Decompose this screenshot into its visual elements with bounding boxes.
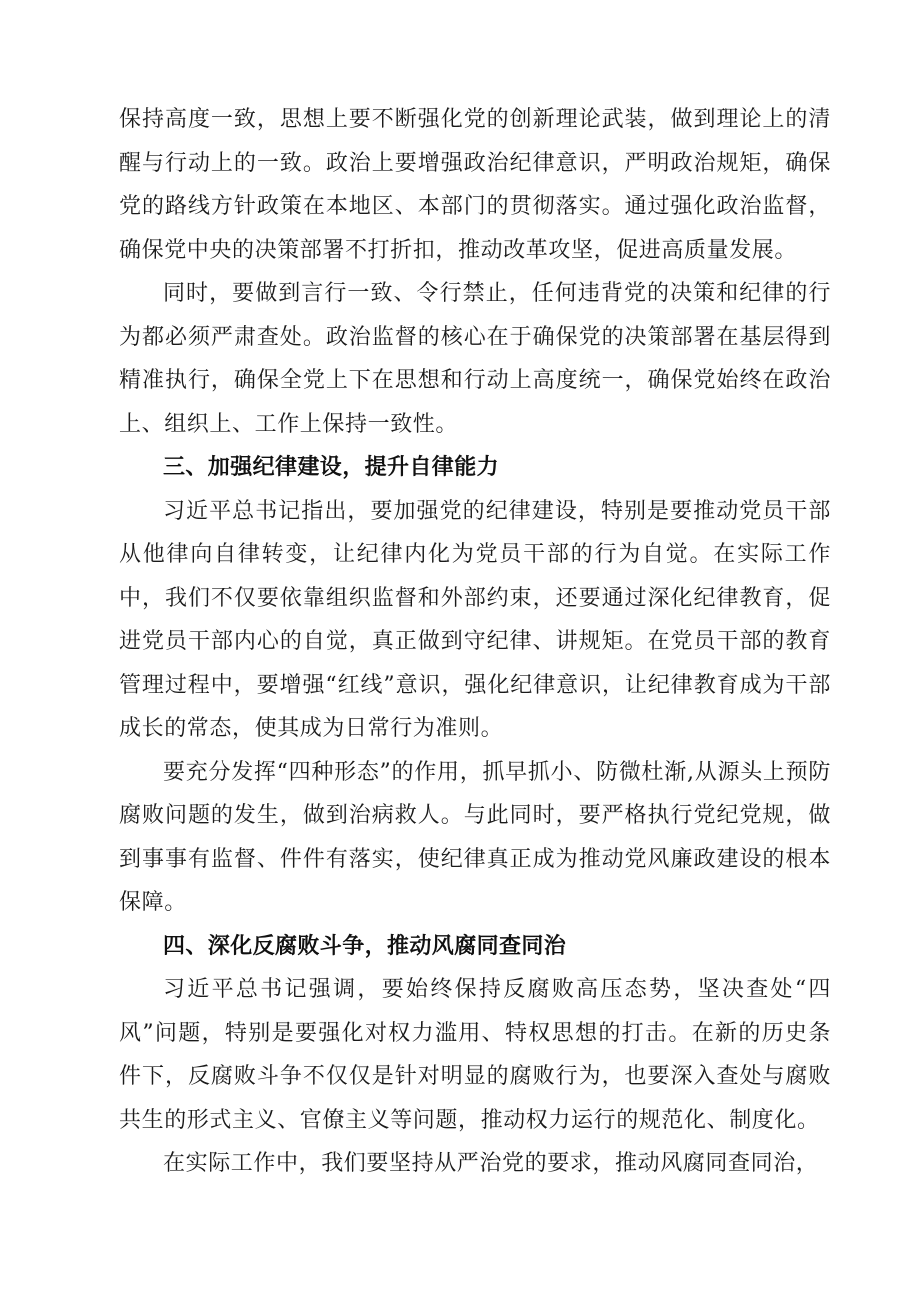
- paragraph-continued: 保持高度一致，思想上要不断强化党的创新理论武装，做到理论上的清醒与行动上的一致。政治上要增强政治纪律意识，严明政治规矩，确保党的路线方针政策在本地区、本部门的贯彻落实。通过强化政治监督，确保党中央的决策部署不打折扣，推动改革攻坚，促进高质量发展。: [119, 107, 831, 263]
- paragraph: 习近平总书记指出，要加强党的纪律建设，特别是要推动党员干部从他律向自律转变，让纪律内化为党员干部的行为自觉。在实际工作中，我们不仅要依靠组织监督和外部约束，还要通过深化纪律教育，促进党员干部内心的自觉，真正做到守纪律、讲规矩。在党员干部的教育管理过程中，要增强“红线”意识，强化纪律意识，让纪律教育成为干部成长的常态，使其成为日常行为准则。: [119, 498, 831, 741]
- document-body: [119, 98, 831, 1186]
- paragraph: 习近平总书记强调，要始终保持反腐败高压态势，坚决查处“四风”问题，特别是要强化对权力滥用、特权思想的打击。在新的历史条件下，反腐败斗争不仅仅是针对明显的腐败行为，也要深入查处与腐败共生的形式主义、官僚主义等问题，推动权力运行的规范化、制度化。: [119, 977, 831, 1133]
- paragraph: 要充分发挥“四种形态”的作用，抓早抓小、防微杜渐,从源头上预防腐败问题的发生，做到治病救人。与此同时，要严格执行党纪党规，做到事事有监督、件件有落实，使纪律真正成为推动党风廉政建设的根本保障。: [119, 759, 831, 915]
- paragraph: 同时，要做到言行一致、令行禁止，任何违背党的决策和纪律的行为都必须严肃查处。政治监督的核心在于确保党的决策部署在基层得到精准执行，确保全党上下在思想和行动上高度统一，确保党始终在政治上、组织上、工作上保持一致性。: [119, 281, 831, 437]
- paragraph-truncated: 在实际工作中，我们要坚持从严治党的要求，推动风腐同查同治，: [163, 1151, 819, 1176]
- section-heading-4: 四、深化反腐败斗争，推动风腐同查同治: [163, 933, 567, 959]
- section-heading-3: 三、加强纪律建设，提升自律能力: [163, 455, 500, 480]
